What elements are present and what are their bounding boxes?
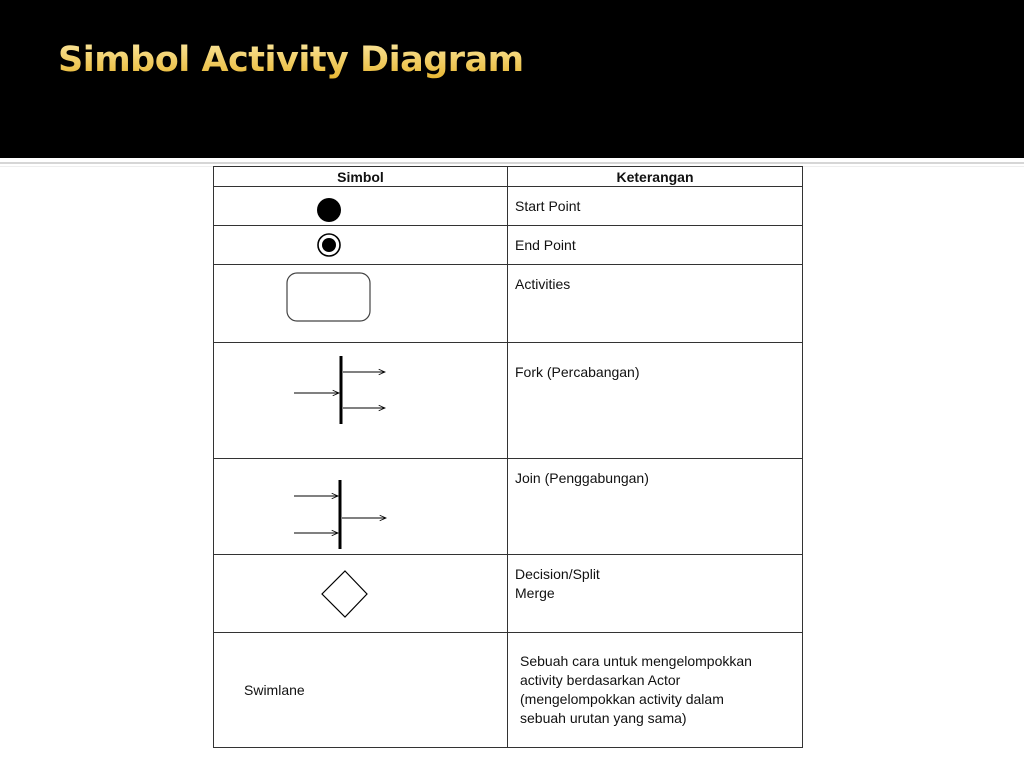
table-row — [214, 343, 803, 459]
join-icon — [214, 459, 508, 555]
symbol-cell — [214, 343, 508, 459]
description-text: Join (Penggabungan) — [515, 470, 649, 486]
description-cell — [508, 459, 803, 555]
column-header-description: Keterangan — [508, 167, 803, 187]
symbol-table — [213, 166, 803, 748]
activity-icon — [214, 265, 508, 343]
title-bar — [0, 0, 1024, 158]
symbol-cell — [214, 265, 508, 343]
slide-title: Simbol Activity Diagram — [58, 40, 524, 80]
description-text: sebuah urutan yang sama) — [520, 710, 687, 726]
column-header-symbol: Simbol — [214, 167, 508, 187]
table-row — [214, 555, 803, 633]
table-header-row — [214, 167, 803, 187]
symbol-cell — [214, 633, 508, 748]
swimlane-label: Swimlane — [244, 682, 305, 698]
description-text: Activities — [515, 276, 571, 292]
start-point-icon — [214, 187, 508, 226]
table-row — [214, 633, 803, 748]
description-text: activity berdasarkan Actor — [520, 672, 681, 688]
description-text: Start Point — [515, 198, 581, 214]
description-text: Fork (Percabangan) — [515, 364, 640, 380]
symbol-cell — [214, 459, 508, 555]
description-text: Decision/Split — [515, 566, 600, 582]
table-row — [214, 459, 803, 555]
description-cell — [508, 343, 803, 459]
description-text: Sebuah cara untuk mengelompokkan — [520, 653, 752, 669]
description-cell — [508, 633, 803, 748]
decision-icon — [214, 555, 508, 633]
table-row — [214, 187, 803, 226]
symbol-cell — [214, 226, 508, 265]
description-cell — [508, 226, 803, 265]
end-point-icon — [214, 226, 508, 265]
symbol-cell — [214, 187, 508, 226]
description-cell — [508, 265, 803, 343]
divider — [0, 162, 1024, 164]
description-text: End Point — [515, 237, 576, 253]
symbol-cell — [214, 555, 508, 633]
description-text: Merge — [515, 585, 555, 601]
description-cell — [508, 555, 803, 633]
fork-icon — [214, 343, 508, 459]
table-row — [214, 226, 803, 265]
description-text: (mengelompokkan activity dalam — [520, 691, 724, 707]
description-cell — [508, 187, 803, 226]
table-row — [214, 265, 803, 343]
